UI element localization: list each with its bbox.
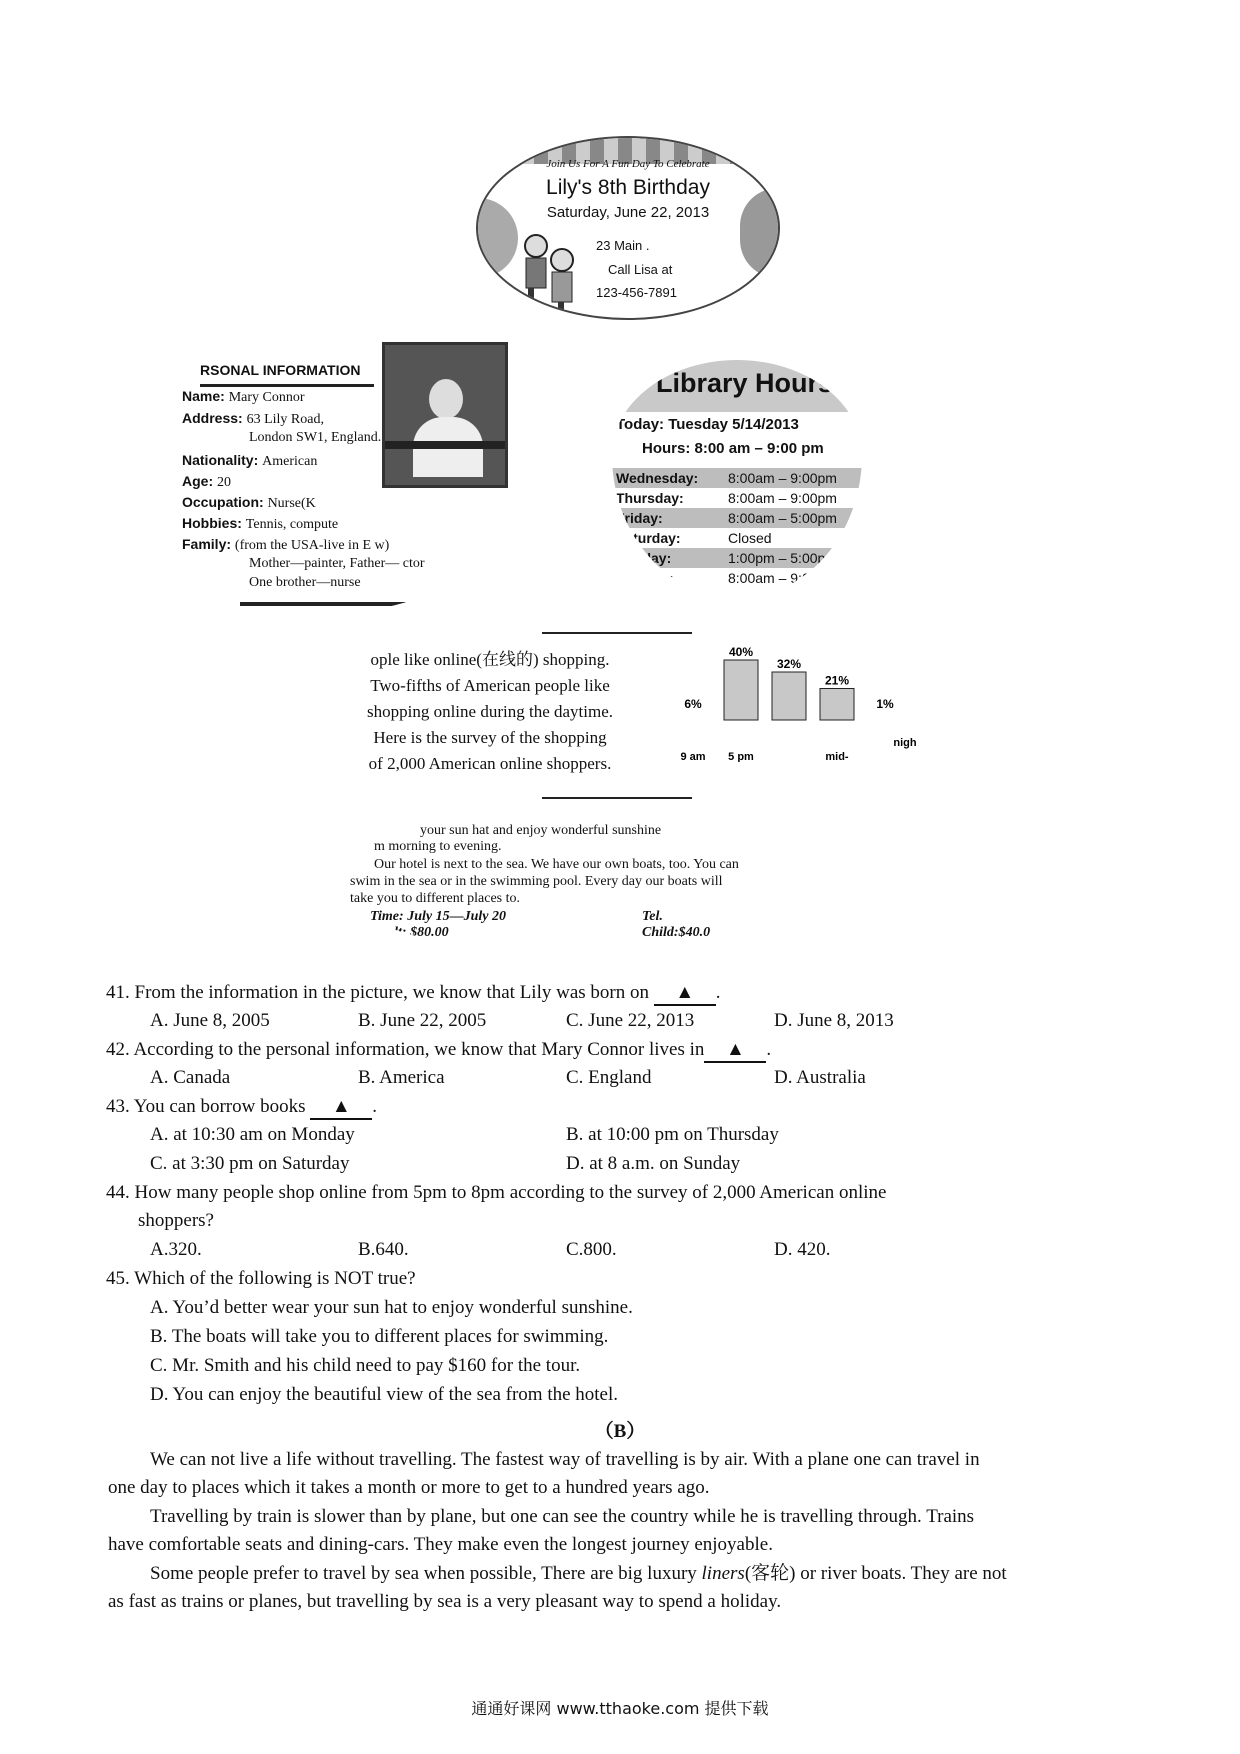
chart-data-label: 21% (824, 673, 850, 688)
library-today: Today: Tuesday 5/14/2013 (616, 416, 799, 433)
chart-bar (820, 689, 854, 721)
field-label: Family: (182, 536, 235, 552)
day-hours: 8:00am – 5:00pm (728, 510, 837, 526)
day-label: Thursday: (616, 490, 684, 506)
personal-info-row (182, 410, 324, 428)
chart-bar (772, 672, 806, 720)
field-value: London SW1, England. (249, 430, 382, 445)
hotel-line: m morning to evening. (374, 839, 502, 854)
section-heading: （B） (594, 1421, 646, 1442)
field-value: 63 Lily Road, (246, 412, 324, 427)
survey-text-line: Here is the survey of the shopping (373, 728, 607, 747)
library-day-row (612, 548, 862, 568)
divider (542, 632, 692, 634)
answer-blank: ▲ (704, 1039, 766, 1063)
hotel-line: Our hotel is next to the sea. We have our own boats, too. You can (374, 857, 739, 872)
paragraph-2: Travelling by train is slower than by plane, but one can see the country while he is travelling through. Trains have comfortable seats and dining-cars. They make even the longest journey enjoyable. (108, 1506, 975, 1555)
children-illustration (518, 230, 580, 312)
hotel-line: your sun hat and enjoy wonderful sunshine (420, 823, 662, 838)
chart-bar (724, 660, 758, 720)
divider (542, 797, 692, 799)
survey-text-line: shopping online during the daytime. (367, 702, 613, 721)
option-42-b: B. America (358, 1067, 445, 1088)
survey-text (300, 647, 680, 777)
field-label: Nationality: (182, 452, 263, 468)
answer-blank: ▲ (654, 982, 716, 1006)
day-label: Monday: (616, 570, 674, 586)
decorative-shape (740, 188, 778, 278)
option-45-a: A. You’d better wear your sun hat to enjoy wonderful sunshine. (150, 1297, 633, 1318)
option-43-a: A. at 10:30 am on Monday (150, 1124, 355, 1145)
day-label: Sunday: (616, 550, 672, 566)
day-label: Saturday: (616, 530, 681, 546)
option-42-a: A. Canada (150, 1067, 231, 1088)
library-hours-table (612, 468, 862, 588)
option-43-c: C. at 3:30 pm on Saturday (150, 1153, 350, 1174)
person-photo (382, 342, 508, 488)
option-43-b: B. at 10:00 pm on Thursday (566, 1124, 779, 1145)
option-44-c: C.800. (566, 1239, 617, 1260)
field-value: (from the USA-live in E w) (234, 538, 390, 553)
chart-data-label: 32% (776, 657, 802, 671)
option-41-c: C. June 22, 2013 (566, 1010, 695, 1031)
field-label: Occupation: (182, 494, 268, 510)
question-45: 45. Which of the following is NOT true? (106, 1268, 416, 1289)
question-44-cont: shoppers? (138, 1210, 214, 1231)
chart-tick-label: nigh (893, 737, 917, 749)
field-label: Age: (182, 473, 217, 489)
library-day-row (612, 508, 862, 528)
chart-tick-label: mid- (825, 751, 849, 762)
option-45-d: D. You can enjoy the beautiful view of the sea from the hotel. (150, 1384, 619, 1405)
day-hours: 8:00am – 9:00pm (728, 490, 837, 506)
library-hours: Hours: 8:00 am – 9:00 pm (642, 440, 824, 457)
library-title-bar (612, 360, 862, 412)
invite-address: 23 Main . (596, 238, 650, 253)
option-45-c: C. Mr. Smith and his child need to pay $160 for the tour. (150, 1355, 581, 1376)
invite-call: Call Lisa at (608, 262, 673, 277)
question-44: 44. How many people shop online from 5pm to 8pm according to the survey of 2,000 American online (106, 1182, 887, 1203)
personal-info-row (182, 494, 316, 512)
personal-info-row (249, 430, 381, 446)
field-value: American (262, 454, 318, 469)
chart-tick-label: 5 pm (728, 751, 754, 762)
personal-information-card (180, 332, 525, 610)
library-title: Library Hours (656, 368, 834, 398)
library-day-row (612, 528, 862, 548)
invite-date: Saturday, June 22, 2013 (546, 204, 710, 221)
option-41-d: D. June 8, 2013 (774, 1010, 894, 1031)
field-value: One brother—nurse (249, 575, 361, 590)
invite-title: Lily's 8th Birthday (546, 176, 710, 199)
page-footer: 通通好课网 www.tthaoke.com 提供下载 (471, 1699, 769, 1718)
library-day-row (612, 568, 862, 588)
personal-info-row (182, 452, 317, 470)
option-42-c: C. England (566, 1067, 652, 1088)
chart-data-label: 1% (876, 697, 894, 711)
personal-info-row (182, 536, 389, 554)
field-value: Mary Connor (228, 390, 305, 405)
personal-info-header: RSONAL INFORMATION (200, 362, 374, 387)
field-value: Tennis, compute (245, 517, 339, 532)
day-label: Wednesday: (616, 470, 699, 486)
field-label: Address: (182, 410, 247, 426)
library-hours-notice (612, 360, 862, 598)
invite-phone: 123-456-7891 (596, 285, 677, 300)
option-42-d: D. Australia (774, 1067, 866, 1088)
chart-tick-label: 9 am (680, 751, 706, 762)
hotel-adult-price: Adult: $80.00 (370, 925, 449, 940)
book-icon: ✎ (620, 374, 637, 396)
option-45-b: B. The boats will take you to different places for swimming. (150, 1326, 609, 1347)
personal-info-row (249, 575, 361, 591)
answer-blank: ▲ (310, 1096, 372, 1120)
hotel-time: Time: July 15—July 20 (370, 909, 506, 924)
question-43: 43. You can borrow books ▲ . (106, 1096, 377, 1120)
field-value: Nurse(K (267, 496, 316, 511)
library-day-row (612, 488, 862, 508)
survey-text-line: ople like online(在线的) shopping. (370, 650, 610, 669)
birthday-invitation (476, 136, 780, 320)
option-41-b: B. June 22, 2005 (358, 1010, 487, 1031)
option-44-a: A.320. (150, 1239, 202, 1260)
divider (240, 602, 480, 606)
shopping-survey (300, 632, 940, 807)
day-label: Friday: (616, 510, 663, 526)
survey-text-line: of 2,000 American online shoppers. (368, 754, 612, 773)
option-43-d: D. at 8 a.m. on Sunday (566, 1153, 741, 1174)
chart-data-label: 6% (684, 697, 702, 711)
field-label: Name: (182, 388, 229, 404)
paragraph-1: We can not live a life without travelling. The fastest way of travelling is by air. With a plane one can travel in one day to places which it takes a month or more to get to a hundred years ago. (108, 1449, 980, 1498)
option-44-d: D. 420. (774, 1239, 831, 1260)
field-value: Mother—painter, Father— ctor (249, 556, 425, 571)
chart-data-label: 40% (728, 645, 754, 659)
hotel-tel: Tel. (642, 909, 663, 924)
personal-info-row (182, 388, 305, 406)
day-hours: 8:00am – 9:00pm (728, 570, 837, 586)
invite-tagline: Join Us For A Fun Day To Celebrate (546, 158, 710, 170)
paragraph-3: Some people prefer to travel by sea when possible, There are big luxury liners(客轮) or river boats. They are not as fast as trains or planes, but travelling by sea is a very pleasant way to spend a holiday. (108, 1563, 1007, 1612)
option-44-b: B.640. (358, 1239, 409, 1260)
library-day-row (612, 468, 862, 488)
personal-info-row (182, 515, 338, 533)
hotel-line: take you to different places to. (350, 891, 521, 906)
survey-bar-chart (670, 642, 920, 762)
personal-info-row (182, 473, 231, 491)
field-value: 20 (217, 475, 231, 490)
field-label: Hobbies: (182, 515, 246, 531)
hotel-line: swim in the sea or in the swimming pool. Every day our boats will (350, 874, 723, 889)
day-hours: 1:00pm – 5:00pm (728, 550, 837, 566)
hotel-advertisement (330, 818, 930, 960)
question-41: 41. From the information in the picture, we know that Lily was born on ▲ . (106, 982, 720, 1006)
question-42: 42. According to the personal information, we know that Mary Connor lives in ▲ . (106, 1039, 771, 1063)
day-hours: Closed (728, 530, 772, 546)
personal-info-row (249, 556, 425, 572)
day-hours: 8:00am – 9:00pm (728, 470, 837, 486)
survey-text-line: Two-fifths of American people like (370, 676, 610, 695)
option-41-a: A. June 8, 2005 (150, 1010, 270, 1031)
hotel-child-price: Child:$40.0 (642, 925, 711, 940)
